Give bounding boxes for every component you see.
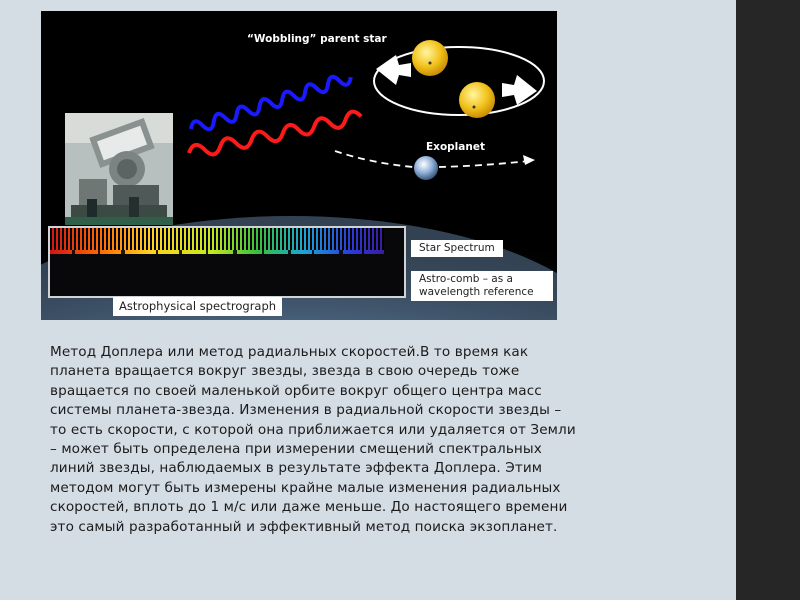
spectrograph-label: Astrophysical spectrograph <box>113 297 282 316</box>
star-position-2 <box>459 82 495 118</box>
exoplanet-globe <box>414 156 438 180</box>
right-dark-strip <box>736 0 800 600</box>
spectrograph-panel <box>48 226 406 298</box>
paragraph-line: Метод Доплера или метод радиальных скоростей.В то время как <box>50 344 529 360</box>
paragraph-line: то есть скорости, с которой она приближается или удаляется от Земли <box>50 421 576 438</box>
blueshift-wave <box>189 71 352 134</box>
orbit-arrow-right-icon <box>502 75 537 105</box>
astrocomb-bar <box>50 228 384 250</box>
paragraph-line: – может быть определена при измерении смещений спектральных <box>50 441 542 458</box>
paragraph-line: системы планета-звезда. Изменения в радиальной скорости звезды – <box>50 402 562 419</box>
telescope-photo <box>65 113 173 225</box>
paragraph-line: это самый разработанный и эффективный метод поиска экзопланет. <box>50 518 558 535</box>
astrocomb-label: Astro-comb – as a wavelength reference <box>411 271 553 301</box>
wobbling-star-label: “Wobbling” parent star <box>247 33 387 45</box>
star-position-1 <box>412 40 448 76</box>
paragraph-line: методом могут быть измерены крайне малые изменения радиальных <box>50 479 561 496</box>
planet-path-arrow-icon <box>523 155 535 165</box>
description-paragraph <box>50 343 690 537</box>
exoplanet-label: Exoplanet <box>426 141 485 153</box>
paragraph-line: вращается по своей маленькой орбите вокруг общего центра масс <box>50 382 542 399</box>
doppler-method-figure <box>41 11 557 320</box>
orbit-arrow-left-icon <box>376 55 411 85</box>
paragraph-line: планета вращается вокруг звезды, звезда в свою очередь тоже <box>50 363 520 380</box>
paragraph-line: линий звезды, наблюдаемых в результате эффекта Доплера. Этим <box>50 460 543 477</box>
star-spectrum-label: Star Spectrum <box>411 240 503 257</box>
paragraph-line: скоростей, вплоть до 1 м/с или даже меньше. До настоящего времени <box>50 499 568 516</box>
planet-path <box>335 151 413 167</box>
